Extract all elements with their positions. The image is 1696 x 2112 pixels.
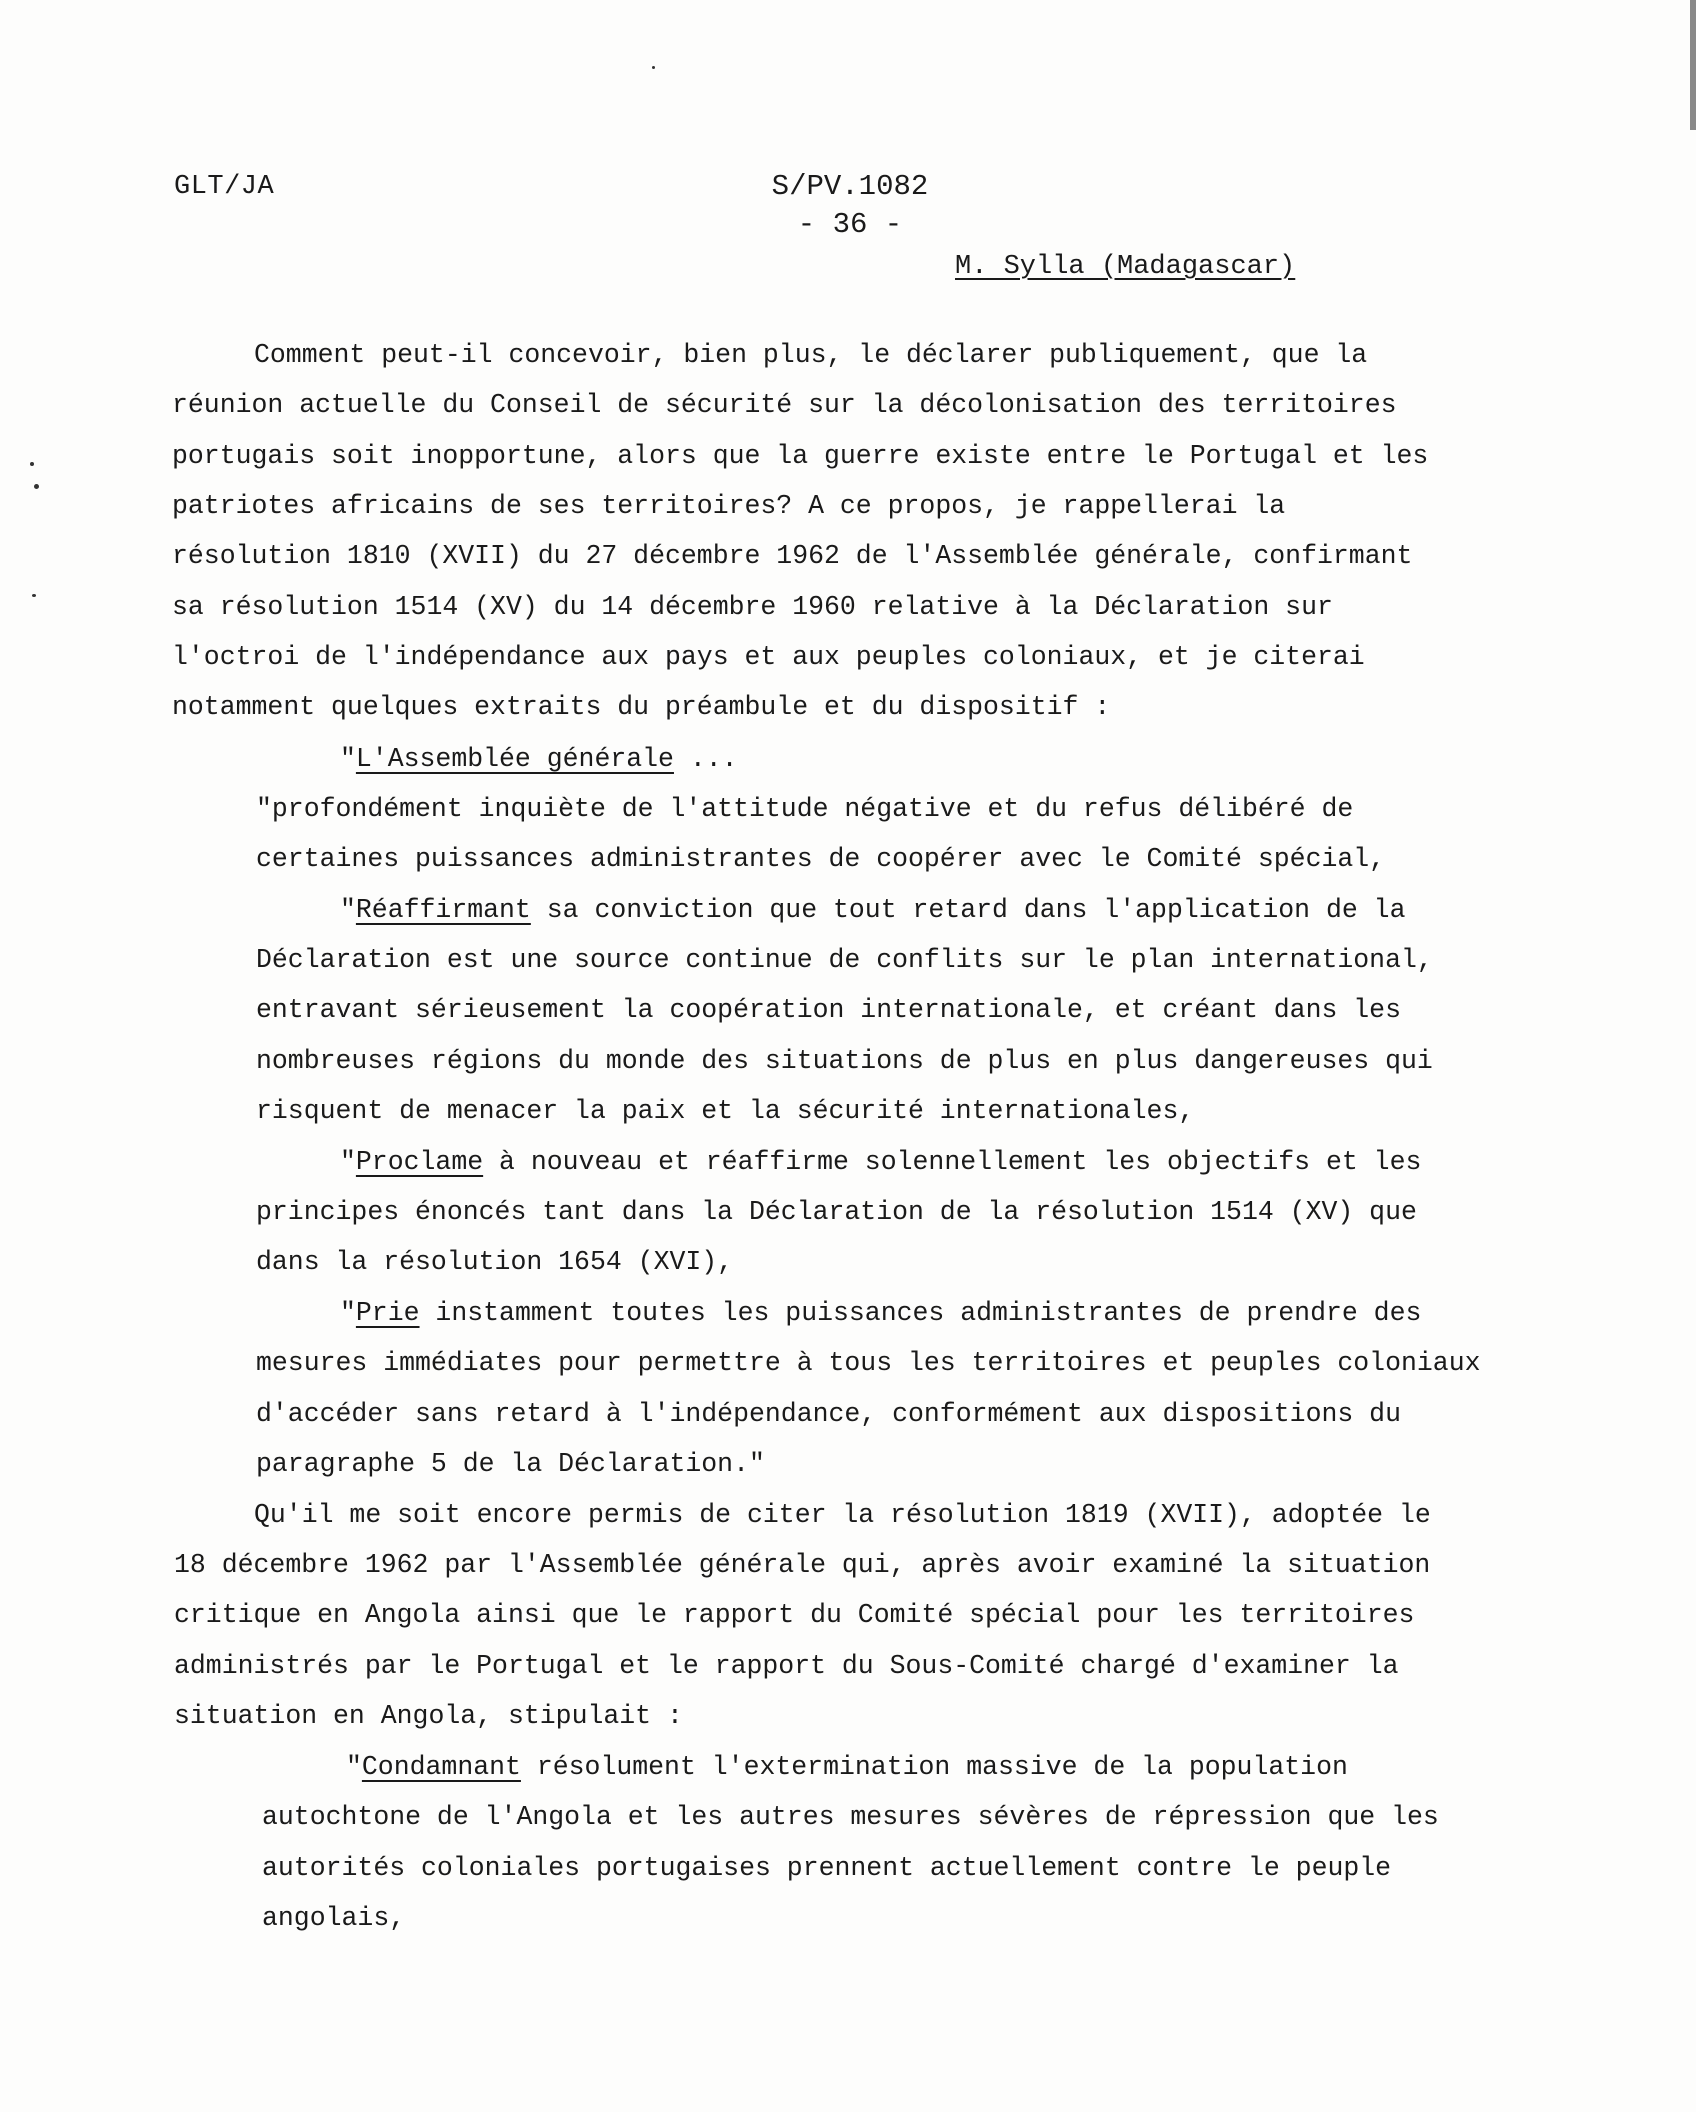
quote-line: certaines puissances administrantes de coopérer avec le Comité spécial, bbox=[256, 844, 1386, 874]
text-line: 18 décembre 1962 par l'Assemblée générale qui, après avoir examiné la situation bbox=[174, 1550, 1431, 1580]
document-symbol: S/PV.1082 bbox=[771, 170, 929, 203]
scan-speck bbox=[34, 484, 39, 489]
scan-speck bbox=[30, 462, 34, 466]
underlined-term: Prie bbox=[355, 1298, 420, 1328]
quote-line: risquent de menacer la paix et la sécurité internationales, bbox=[256, 1096, 1195, 1126]
underlined-term: Condamnant bbox=[361, 1752, 521, 1782]
quote-line: entravant sérieusement la coopération internationale, et créant dans les bbox=[256, 995, 1401, 1025]
scan-speck bbox=[652, 66, 655, 69]
quote-line: autorités coloniales portugaises prennent actuellement contre le peuple bbox=[262, 1853, 1392, 1883]
text-line: portugais soit inopportune, alors que la guerre existe entre le Portugal et les bbox=[172, 441, 1429, 471]
quote-line: "L'Assemblée générale ... bbox=[340, 744, 738, 774]
page-number: - 36 - bbox=[797, 208, 903, 241]
scan-speck bbox=[32, 594, 36, 597]
text-line: l'octroi de l'indépendance aux pays et aux peuples coloniaux, et je citerai bbox=[172, 642, 1365, 672]
text-line: résolution 1810 (XVII) du 27 décembre 1962 de l'Assemblée générale, confirmant bbox=[172, 541, 1413, 571]
quote-line: principes énoncés tant dans la Déclaration de la résolution 1514 (XV) que bbox=[256, 1197, 1417, 1227]
speaker-name: M. Sylla (Madagascar) bbox=[955, 252, 1296, 282]
scan-edge-mark bbox=[1690, 0, 1696, 130]
quote-line: "profondément inquiète de l'attitude négative et du refus délibéré de bbox=[256, 794, 1354, 824]
quote-line: d'accéder sans retard à l'indépendance, conformément aux dispositions du bbox=[256, 1399, 1401, 1429]
text-line: critique en Angola ainsi que le rapport du Comité spécial pour les territoires bbox=[174, 1600, 1415, 1630]
text-line: Qu'il me soit encore permis de citer la résolution 1819 (XVII), adoptée le bbox=[254, 1500, 1431, 1530]
underlined-term: Réaffirmant bbox=[355, 895, 531, 925]
text-line: administrés par le Portugal et le rapport du Sous-Comité chargé d'examiner la bbox=[174, 1651, 1399, 1681]
quote-line: paragraphe 5 de la Déclaration." bbox=[256, 1449, 765, 1479]
reference-code: GLT/JA bbox=[174, 172, 275, 202]
text-line: notamment quelques extraits du préambule et du dispositif : bbox=[172, 692, 1111, 722]
quote-line: "Proclame à nouveau et réaffirme solennellement les objectifs et les bbox=[340, 1147, 1422, 1177]
text-line: sa résolution 1514 (XV) du 14 décembre 1960 relative à la Déclaration sur bbox=[172, 592, 1333, 622]
underlined-term: Proclame bbox=[355, 1147, 484, 1177]
text-line: situation en Angola, stipulait : bbox=[174, 1701, 683, 1731]
underlined-term: L'Assemblée générale bbox=[355, 744, 674, 774]
quote-line: "Condamnant résolument l'extermination massive de la population bbox=[346, 1752, 1348, 1782]
text-line: patriotes africains de ses territoires? A ce propos, je rappellerai la bbox=[172, 491, 1286, 521]
quote-line: "Réaffirmant sa conviction que tout retard dans l'application de la bbox=[340, 895, 1406, 925]
text-line: réunion actuelle du Conseil de sécurité sur la décolonisation des territoires bbox=[172, 390, 1397, 420]
text-line: Comment peut-il concevoir, bien plus, le déclarer publiquement, que la bbox=[254, 340, 1368, 370]
document-header bbox=[700, 168, 1000, 244]
quote-line: autochtone de l'Angola et les autres mesures sévères de répression que les bbox=[262, 1802, 1439, 1832]
quote-line: Déclaration est une source continue de conflits sur le plan international, bbox=[256, 945, 1433, 975]
quote-line: nombreuses régions du monde des situations de plus en plus dangereuses qui bbox=[256, 1046, 1433, 1076]
quote-line: mesures immédiates pour permettre à tous les territoires et peuples coloniaux bbox=[256, 1348, 1481, 1378]
quote-line: angolais, bbox=[262, 1903, 406, 1933]
quote-line: dans la résolution 1654 (XVI), bbox=[256, 1247, 734, 1277]
quote-line: "Prie instamment toutes les puissances administrantes de prendre des bbox=[340, 1298, 1422, 1328]
